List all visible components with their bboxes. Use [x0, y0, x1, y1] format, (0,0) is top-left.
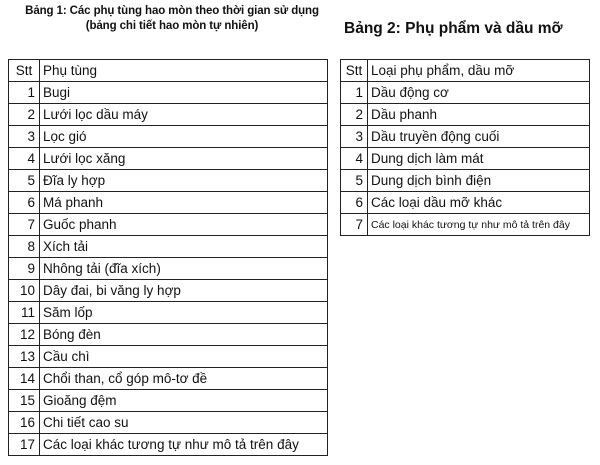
table-row: [341, 104, 590, 126]
row-item-name: Má phanh: [40, 192, 328, 214]
row-number: 2: [341, 104, 368, 126]
row-number: 3: [9, 126, 40, 148]
row-number: 6: [341, 192, 368, 214]
table-row: [9, 368, 328, 390]
table-row: [9, 214, 328, 236]
row-item-name: Các loại dầu mỡ khác: [368, 192, 590, 214]
row-item-name: Xích tải: [40, 236, 328, 258]
row-number: 11: [9, 302, 40, 324]
row-item-name: Chi tiết cao su: [40, 412, 328, 434]
table-row: [341, 170, 590, 192]
table1: [8, 59, 328, 456]
row-item-name: Lọc gió: [40, 126, 328, 148]
table-header-row: [341, 60, 590, 82]
row-number: 7: [341, 214, 368, 236]
row-item-name: Dây đai, bi văng ly hợp: [40, 280, 328, 302]
row-number: 10: [9, 280, 40, 302]
row-number: 1: [9, 82, 40, 104]
row-item-name: Gioăng đệm: [40, 390, 328, 412]
row-number: 15: [9, 390, 40, 412]
table1-title-line2: (bảng chi tiết hao mòn tự nhiên): [85, 20, 259, 32]
table-row: [9, 148, 328, 170]
table-header-row: [9, 60, 328, 82]
row-item-name: Đĩa ly hợp: [40, 170, 328, 192]
row-item-name: Bóng đèn: [40, 324, 328, 346]
column-header-name: Phụ tùng: [40, 60, 328, 82]
table-row: [341, 82, 590, 104]
table-row: [9, 280, 328, 302]
table-row: [341, 192, 590, 214]
row-item-name: Lưới lọc xăng: [40, 148, 328, 170]
table2: [340, 59, 590, 236]
row-number: 16: [9, 412, 40, 434]
row-item-name: Lưới lọc dầu máy: [40, 104, 328, 126]
row-number: 4: [341, 148, 368, 170]
row-item-name: Các loại khác tương tự như mô tả trên đây: [368, 214, 590, 236]
row-item-name: Dầu phanh: [368, 104, 590, 126]
row-number: 1: [341, 82, 368, 104]
row-item-name: Dầu truyền động cuối: [368, 126, 590, 148]
row-number: 12: [9, 324, 40, 346]
table-row: [9, 192, 328, 214]
row-number: 3: [341, 126, 368, 148]
row-number: 5: [341, 170, 368, 192]
table-row: [9, 82, 328, 104]
row-item-name: Chổi than, cổ góp mô-tơ đề: [40, 368, 328, 390]
column-header-name: Loại phụ phẩm, dầu mỡ: [368, 60, 590, 82]
table-row: [9, 302, 328, 324]
table-row: [9, 434, 328, 456]
row-item-name: Dầu động cơ: [368, 82, 590, 104]
table-row: [9, 104, 328, 126]
row-number: 17: [9, 434, 40, 456]
row-item-name: Các loại khác tương tự như mô tả trên đây: [40, 434, 328, 456]
table2-title: Bảng 2: Phụ phẩm và dầu mỡ: [344, 20, 563, 37]
row-number: 14: [9, 368, 40, 390]
column-header-stt: Stt: [341, 60, 368, 82]
row-item-name: Guốc phanh: [40, 214, 328, 236]
table-row: [9, 236, 328, 258]
table-row: [9, 390, 328, 412]
table-row: [9, 324, 328, 346]
row-item-name: Dung dịch làm mát: [368, 148, 590, 170]
row-item-name: Dung dịch bình điện: [368, 170, 590, 192]
row-item-name: Nhông tải (đĩa xích): [40, 258, 328, 280]
table-row: [341, 148, 590, 170]
row-number: 7: [9, 214, 40, 236]
row-number: 8: [9, 236, 40, 258]
row-number: 5: [9, 170, 40, 192]
row-number: 9: [9, 258, 40, 280]
table-row: [341, 214, 590, 236]
table-row: [9, 170, 328, 192]
row-item-name: Bugi: [40, 82, 328, 104]
table1-title: [4, 4, 340, 34]
row-number: 13: [9, 346, 40, 368]
table-row: [9, 258, 328, 280]
row-item-name: Cầu chì: [40, 346, 328, 368]
table-row: [9, 412, 328, 434]
table-row: [9, 346, 328, 368]
column-header-stt: Stt: [9, 60, 40, 82]
table-row: [341, 126, 590, 148]
row-number: 2: [9, 104, 40, 126]
table1-title-line1: Bảng 1: Các phụ tùng hao mòn theo thời gian sử dụng: [25, 5, 319, 17]
table-row: [9, 126, 328, 148]
row-number: 4: [9, 148, 40, 170]
row-item-name: Săm lốp: [40, 302, 328, 324]
row-number: 6: [9, 192, 40, 214]
